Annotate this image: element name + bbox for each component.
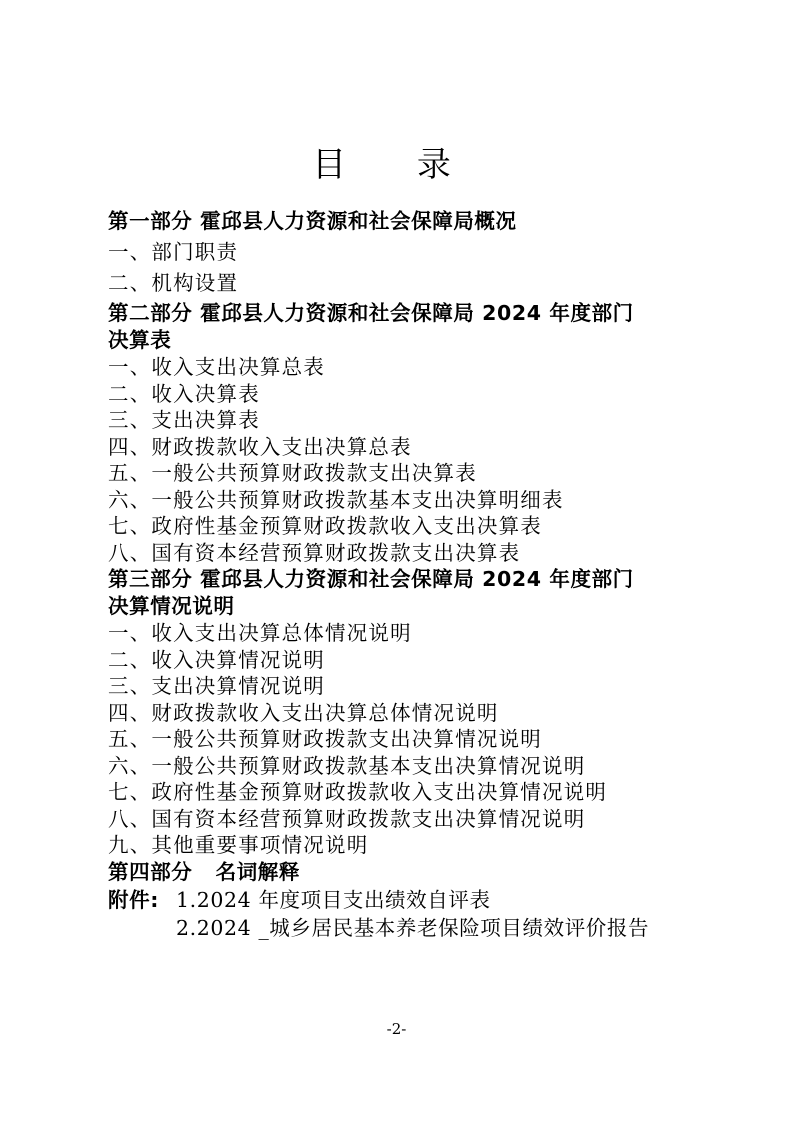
part-1-heading: 第一部分 霍邱县人力资源和社会保障局概况 [108, 209, 517, 233]
toc-item: 三、支出决算情况说明 [108, 674, 325, 698]
toc-item: 二、机构设置 [108, 270, 239, 295]
toc-item: 七、政府性基金预算财政拨款收入支出决算表 [108, 514, 542, 538]
toc-item: 一、部门职责 [108, 240, 239, 264]
part-2-heading-line2: 决算表 [108, 328, 172, 352]
page-number: -2- [386, 1020, 407, 1038]
part-2-heading-line1: 第二部分 霍邱县人力资源和社会保障局 2024 年度部门 [108, 301, 634, 325]
toc-item: 四、财政拨款收入支出决算总表 [108, 434, 412, 459]
toc-item: 九、其他重要事项情况说明 [108, 833, 369, 857]
table-of-contents [108, 208, 708, 942]
toc-item: 八、国有资本经营预算财政拨款支出决算情况说明 [108, 806, 586, 831]
toc-item: 六、一般公共预算财政拨款基本支出决算明细表 [108, 487, 564, 512]
toc-item: 八、国有资本经营预算财政拨款支出决算表 [108, 540, 521, 565]
part-3-heading-line2: 决算情况说明 [108, 594, 235, 618]
toc-item: 五、一般公共预算财政拨款支出决算表 [108, 461, 477, 485]
toc-item: 四、财政拨款收入支出决算总体情况说明 [108, 700, 499, 725]
toc-item: 七、政府性基金预算财政拨款收入支出决算情况说明 [108, 780, 608, 804]
attachment-line-1 [108, 886, 708, 914]
toc-item: 一、收入支出决算总表 [108, 355, 325, 379]
toc-item: 二、收入决算表 [108, 381, 260, 406]
toc-item: 一、收入支出决算总体情况说明 [108, 621, 412, 645]
part-3-heading-line1: 第三部分 霍邱县人力资源和社会保障局 2024 年度部门 [108, 567, 634, 591]
page-title: 目 录 [312, 145, 481, 185]
attachment-line-2 [108, 914, 708, 942]
toc-item: 六、一般公共预算财政拨款基本支出决算情况说明 [108, 753, 586, 778]
attachment-item: 2.2024 _城乡居民基本养老保险项目绩效评价报告 [176, 915, 650, 940]
toc-item: 二、收入决算情况说明 [108, 647, 325, 672]
part-4-heading: 第四部分 名词解释 [108, 859, 301, 884]
toc-item: 五、一般公共预算财政拨款支出决算情况说明 [108, 727, 542, 751]
attachment-label: 附件: [108, 887, 159, 912]
attachment-item: 1.2024 年度项目支出绩效自评表 [176, 887, 491, 912]
toc-item: 三、支出决算表 [108, 408, 260, 432]
